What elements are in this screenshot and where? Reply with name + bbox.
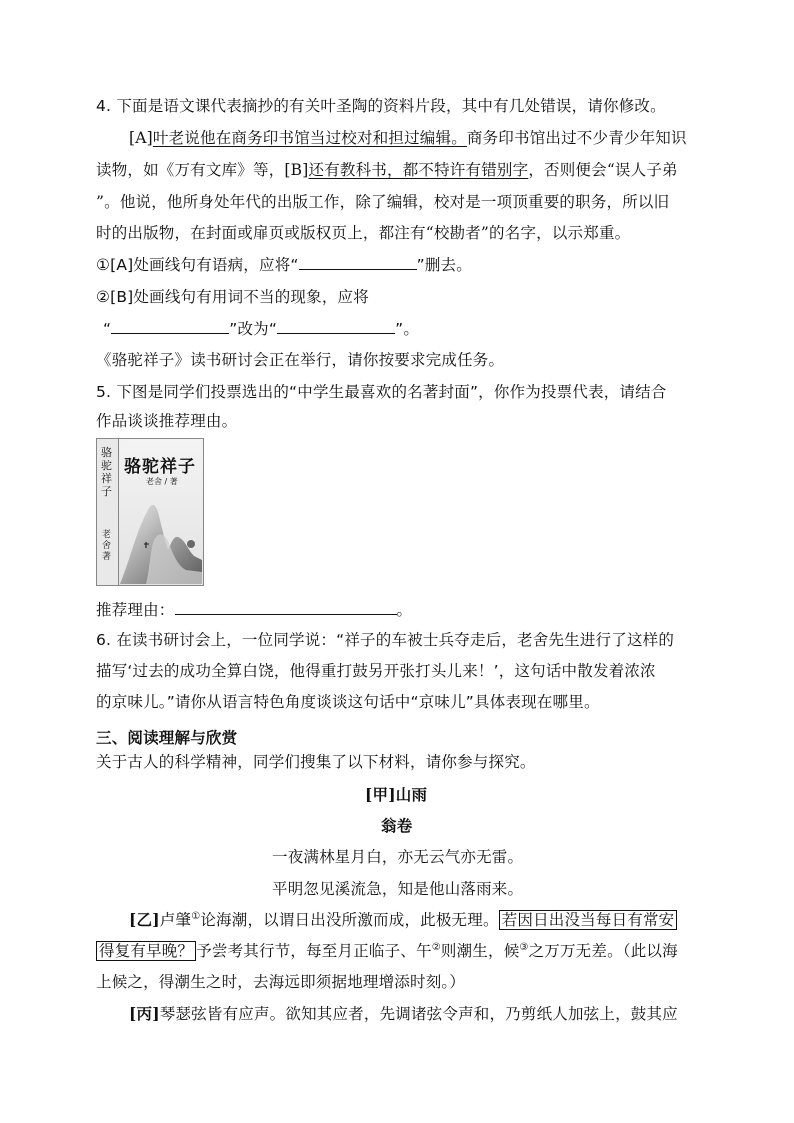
tag-a: [A] bbox=[129, 129, 153, 147]
section-intro: 关于古人的科学精神，同学们搜集了以下材料，请你参与探究。 bbox=[96, 753, 536, 771]
yi-text: 予尝考其行节，每至月正临子、午 bbox=[196, 942, 432, 960]
yi-text: 则潮生，候 bbox=[440, 942, 520, 960]
item-1-prefix: ①[A]处画线句有语病，应将“ bbox=[96, 256, 299, 274]
passage-text: ，否则便会“误人子弟 bbox=[528, 161, 678, 179]
q6-line-3: 的京味儿。”请你从语言特色角度谈谈这句话中“京味儿”具体表现在哪里。 bbox=[96, 693, 600, 711]
q4-item-2: ②[B]处画线句有用词不当的现象，应将 bbox=[96, 288, 369, 306]
q4-passage-line-4: 时的出版物，在封面或扉页或版权页上，都注有“校勘者”的名字，以示郑重。 bbox=[96, 224, 631, 242]
footnote-2: ② bbox=[431, 941, 441, 953]
poem-title: [甲]山雨 bbox=[365, 785, 428, 804]
answer-end: 。 bbox=[396, 601, 413, 619]
tag-bing: [丙] bbox=[129, 1004, 160, 1023]
answer-blank-2[interactable] bbox=[111, 319, 229, 334]
book-cover-image bbox=[96, 438, 204, 586]
yi-line-3: 上候之，得潮生之时，去海远即须据地理增添时刻。） bbox=[96, 973, 466, 991]
footnote-3: ③ bbox=[519, 941, 529, 953]
yi-line-2 bbox=[96, 940, 678, 962]
cover-title: 骆驼祥子 bbox=[124, 457, 196, 477]
yi-line-1 bbox=[129, 909, 677, 931]
cover-spine-author: 老舍著 bbox=[102, 530, 112, 562]
boxed-sentence-part-1: 若因日出没当每日有常安 bbox=[499, 910, 678, 930]
q6-line-1: 6. 在读书研讨会上，一位同学说：“祥子的车被士兵夺走后，老舍先生进行了这样的 bbox=[96, 631, 675, 649]
q4-passage-line-2 bbox=[96, 159, 678, 181]
bing-text: 琴瑟弦皆有应声。欲知其应者，先调诸弦令声和，乃剪纸人加弦上，鼓其应 bbox=[159, 1005, 678, 1023]
q5-stem-line-1: 5. 下图是同学们投票选出的“中学生最喜欢的名著封面”，你作为投票代表，请结合 bbox=[96, 383, 667, 401]
poem-line-1: 一夜满林星月白，亦无云气亦无雷。 bbox=[272, 848, 524, 866]
bing-line-1 bbox=[129, 1003, 678, 1025]
change-to-text: ”改为“ bbox=[229, 320, 278, 338]
underlined-sentence-a: 叶老说他在商务印书馆当过校对和担过编辑。 bbox=[152, 129, 467, 147]
passage-text: 读物，如《万有文库》等， bbox=[96, 161, 285, 179]
item-1-suffix: ”删去。 bbox=[416, 256, 472, 274]
q5-answer-line bbox=[96, 599, 412, 621]
tag-b: [B] bbox=[284, 161, 309, 179]
answer-blank-3[interactable] bbox=[277, 319, 395, 334]
answer-blank-1[interactable] bbox=[299, 255, 417, 270]
yi-text: 之万万无差。（此以海 bbox=[528, 942, 678, 960]
footnote-1: ① bbox=[191, 910, 201, 922]
answer-label: 推荐理由： bbox=[96, 601, 175, 619]
q4-passage-line-3: ”。他说，他所身处年代的出版工作，除了编辑，校对是一项顶重要的职务，所以旧 bbox=[96, 193, 670, 211]
answer-blank-reason[interactable] bbox=[175, 600, 397, 615]
underlined-sentence-b: 还有教科书，都不特许有错别字 bbox=[308, 161, 529, 179]
q6-line-2: 描写‘过去的成功全算白饶，他得重打鼓另开张打头儿来！’，这句话中散发着浓浓 bbox=[96, 662, 656, 680]
yi-text: 论海潮，以谓日出没所激而成，此极无理。 bbox=[200, 911, 499, 929]
q4-passage-line-1 bbox=[129, 127, 687, 149]
section-heading: 三、阅读理解与欣赏 bbox=[96, 729, 238, 747]
q5-stem-line-2: 作品谈谈推荐理由。 bbox=[96, 412, 238, 430]
yi-text: 卢肇 bbox=[159, 911, 192, 929]
poem-line-2: 平明忽见溪流急，知是他山落雨来。 bbox=[272, 880, 524, 898]
q4-item-1 bbox=[96, 254, 472, 276]
cover-spine-title: 骆驼祥子 bbox=[101, 446, 112, 498]
cover-author: 老舍 / 著 bbox=[146, 477, 178, 486]
seminar-intro: 《骆驼祥子》读书研讨会正在举行，请你按要求完成任务。 bbox=[96, 351, 505, 369]
quote-close: ”。 bbox=[395, 320, 420, 338]
poem-author: 翁卷 bbox=[381, 816, 413, 835]
passage-text: 商务印书馆出过不少青少年知识 bbox=[466, 129, 687, 147]
q4-stem: 4. 下面是语文课代表摘抄的有关叶圣陶的资料片段，其中有几处错误，请你修改。 bbox=[96, 97, 666, 115]
quote-open: “ bbox=[103, 320, 112, 338]
q4-item-2-blanks bbox=[103, 318, 419, 340]
tag-yi: [乙] bbox=[129, 910, 160, 929]
boxed-sentence-part-2: 得复有早晚？ bbox=[96, 941, 196, 961]
